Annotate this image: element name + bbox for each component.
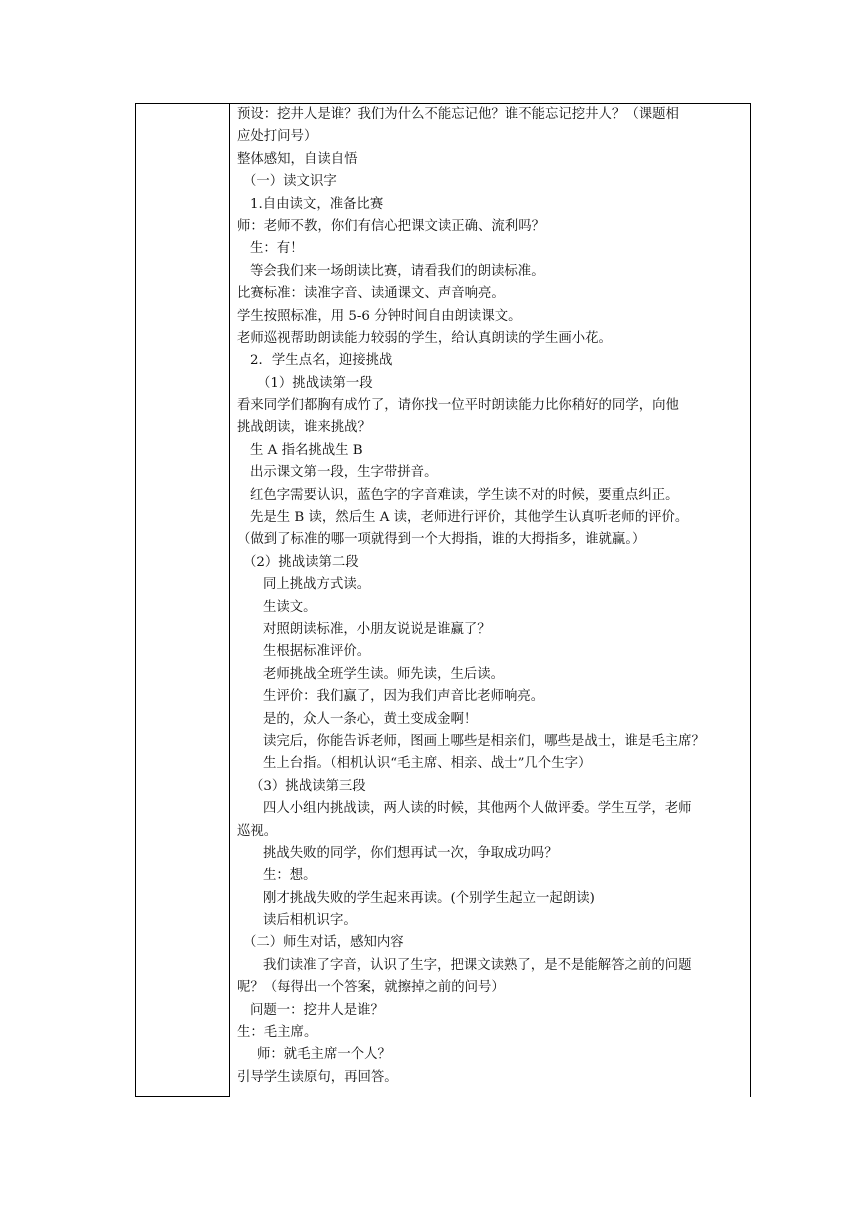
- text-line: 生：有！: [250, 241, 304, 257]
- text-line: 生 A 指名挑战生 B: [250, 442, 363, 458]
- table-left-cell: [135, 103, 230, 1097]
- text-line: 2．学生点名，迎接挑战: [250, 353, 393, 369]
- text-line: 问题一：挖井人是谁？: [250, 1002, 384, 1018]
- text-line: （2）挑战读第二段: [243, 554, 359, 570]
- text-line: 生：毛主席。: [237, 1025, 318, 1041]
- text-line: 生评价：我们赢了，因为我们声音比老师响亮。: [263, 689, 545, 705]
- text-line: （做到了标准的哪一项就得到一个大拇指，谁的大拇指多，谁就赢。）: [237, 532, 646, 548]
- text-line: （二）师生对话，感知内容: [243, 935, 404, 951]
- text-line: （一）读文识字: [243, 174, 337, 190]
- text-line: 呢？（每得出一个答案，就擦掉之前的问号）: [237, 980, 505, 996]
- text-line: 生上台指。（相机认识“毛主席、相亲、战士”几个生字）: [263, 756, 592, 772]
- text-line: 整体感知，自读自悟: [237, 151, 358, 167]
- text-line: 同上挑战方式读。: [263, 577, 371, 593]
- text-line: （3）挑战读第三段: [250, 778, 366, 794]
- text-line: 挑战朗读，谁来挑战？: [237, 420, 371, 436]
- text-line: 读完后，你能告诉老师，图画上哪些是相亲们，哪些是战士，谁是毛主席？: [263, 733, 705, 749]
- text-line: 四人小组内挑战读，两人读的时候，其他两个人做评委。学生互学，老师: [263, 801, 692, 817]
- table-right-border: [750, 103, 751, 1097]
- text-line: 生根据标准评价。: [263, 644, 371, 660]
- text-line: 等会我们来一场朗读比赛，请看我们的朗读标准。: [250, 263, 545, 279]
- text-line: 红色字需要认识，蓝色字的字音难读，学生读不对的时候，要重点纠正。: [250, 487, 679, 503]
- text-line: 引导学生读原句，再回答。: [237, 1069, 398, 1085]
- text-line: 生：想。: [263, 868, 317, 884]
- text-line: 师：就毛主席一个人？: [257, 1047, 391, 1063]
- text-line: 应处打问号）: [237, 129, 318, 145]
- lesson-content: [237, 104, 749, 1089]
- text-line: 是的，众人一条心，黄土变成金啊！: [263, 711, 478, 727]
- text-line: 预设：挖井人是谁？我们为什么不能忘记他？谁不能忘记挖井人？（课题相: [237, 107, 679, 122]
- text-line: 出示课文第一段，生字带拼音。: [250, 465, 438, 481]
- text-line: 我们读准了字音，认识了生字，把课文读熟了，是不是能解答之前的问题: [263, 957, 692, 973]
- text-line: 1.自由读文，准备比赛: [250, 196, 384, 212]
- text-line: 先是生 B 读，然后生 A 读，老师进行评价，其他学生认真听老师的评价。: [250, 510, 689, 526]
- text-line: 对照朗读标准，小朋友说说是谁赢了？: [263, 621, 491, 637]
- text-line: 师：老师不教，你们有信心把课文读正确、流利吗？: [237, 218, 545, 234]
- text-line: 学生按照标准，用 5-6 分钟时间自由朗读课文。: [237, 308, 522, 324]
- text-line: （1）挑战读第一段: [257, 375, 373, 391]
- text-line: 看来同学们都胸有成竹了，请你找一位平时朗读能力比你稍好的同学，向他: [237, 398, 679, 414]
- text-line: 巡视。: [237, 823, 278, 839]
- text-line: 读后相机识字。: [263, 913, 357, 929]
- text-line: 刚才挑战失败的学生起来再读。(个别学生起立一起朗读): [263, 890, 595, 906]
- text-line: 生读文。: [263, 599, 317, 615]
- text-line: 老师巡视帮助朗读能力较弱的学生，给认真朗读的学生画小花。: [237, 330, 612, 346]
- text-line: 老师挑战全班学生读。师先读，生后读。: [263, 666, 505, 682]
- text-line: 比赛标准：读准字音、读通课文、声音响亮。: [237, 286, 505, 302]
- text-line: 挑战失败的同学，你们想再试一次，争取成功吗？: [263, 845, 558, 861]
